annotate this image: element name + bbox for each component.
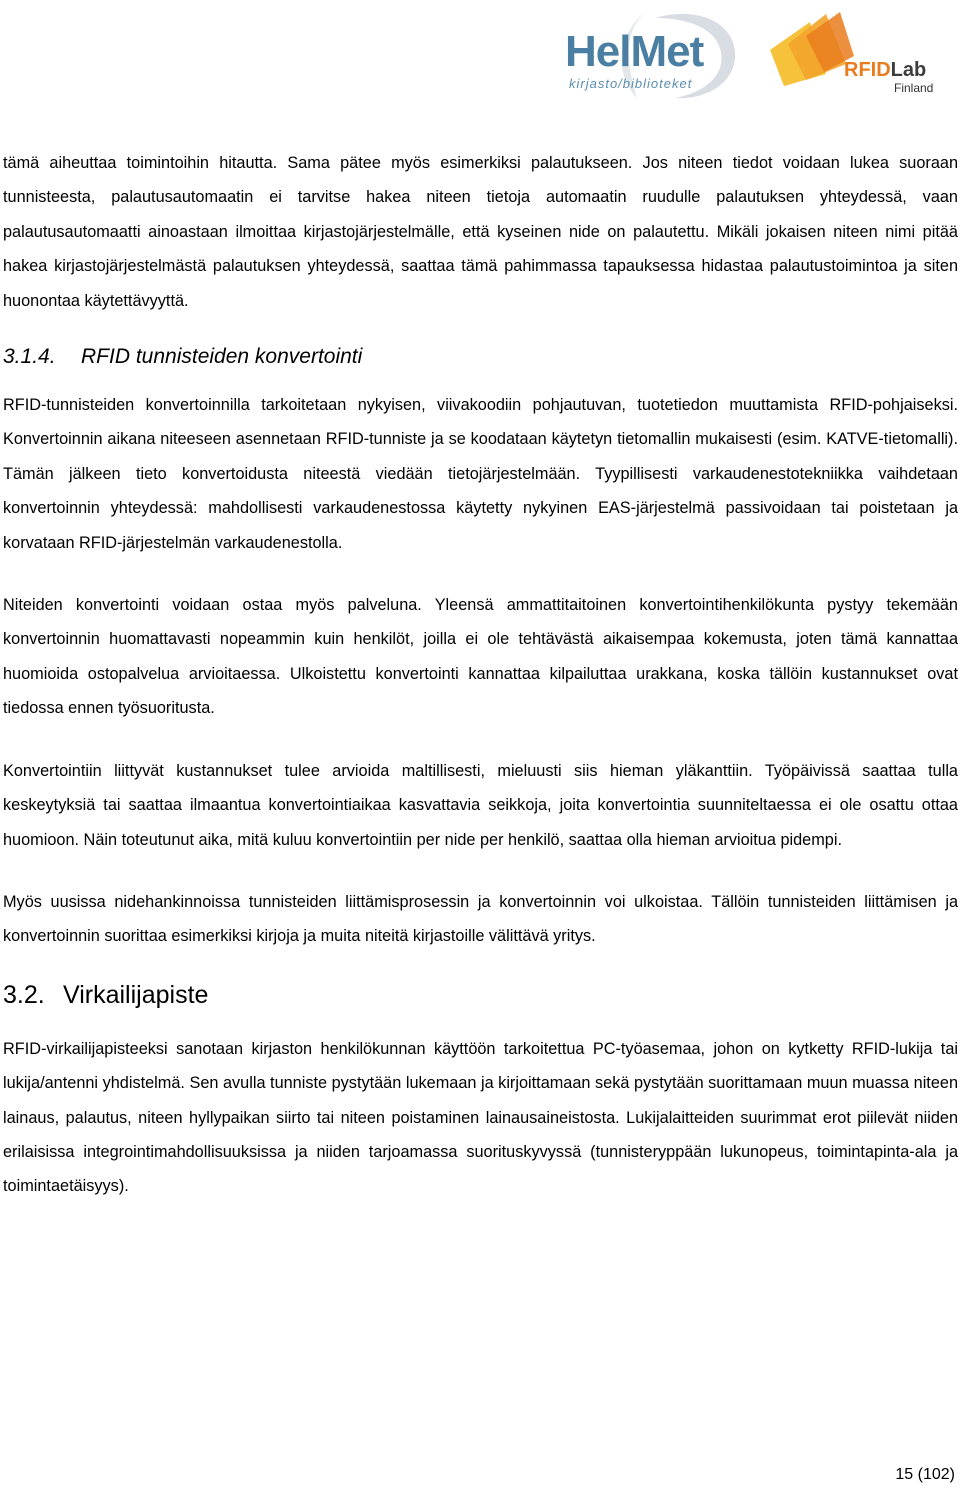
paragraph-conversion-definition: RFID-tunnisteiden konvertoinnilla tarkoitetaan nykyisen, viivakoodiin pohjautuvan, tuotetiedon muuttamista RFID-pohjaiseksi. Konvertoinnin aikana niteeseen asennetaan RFID-tunniste ja se koodataan käytetyn tietomallin mukaisesti (esim. KATVE-tietomalli). Tämän jälkeen tieto konvertoidusta niteestä viedään tietojärjestelmään. Tyypillisesti varkaudenestotekniikka vaihdetaan konvertoinnin yhteydessä: mahdollisesti varkaudenestossa käytetty nykyinen EAS-järjestelmä passivoidaan tai poistetaan ja korvataan RFID-järjestelmän varkaudenestolla. [3,396,958,552]
rfidlab-logo [766,10,946,98]
helmet-logo-subtitle: kirjasto/biblioteket [569,76,693,91]
section-number: 3.2. [3,980,45,1009]
paragraph-conversion-costs: Konvertointiin liittyvät kustannukset tulee arvioida maltillisesti, mieluusti siis hieman yläkanttiin. Työpäivissä saattaa tulla keskeytyksiä tai saattaa ilmaantua konvertointiaikaa kasvattavia seikkoja, joita konvertointia suunniteltaessa ei ole osattu ottaa huomioon. Näin toteutunut aika, mitä kuluu konvertointiin per nide per henkilö, saattaa olla hieman arvioitua pidempi. [3,761,958,849]
paragraph-conversion-service: Niteiden konvertointi voidaan ostaa myös palveluna. Yleensä ammattitaitoinen konvertointihenkilökunta pystyy tekemään konvertoinnin huomattavasti nopeammin kuin henkilöt, joilla ei ole tehtävästä aikaisempaa kokemusta, joten tämä kannattaa huomioida ostopalvelua arvioitaessa. Ulkoistettu konvertointi kannattaa kilpailuttaa urakkana, koska tällöin kustannukset ovat tiedossa ennen työsuoritusta. [3,596,958,718]
paragraph-new-acquisitions: Myös uusissa nidehankinnoissa tunnisteiden liittämisprosessin ja konvertoinnin voi ulkoistaa. Tällöin tunnisteiden liittämisen ja konvertoinnin suorittaa esimerkiksi kirjoja ja muita niteitä kirjastoille välittävä yritys. [3,892,958,946]
section-heading-3-1-4 [3,342,958,372]
rfidlab-mark-graphic [766,10,856,90]
section-title: Virkailijapiste [63,980,209,1009]
rfidlab-name-rfid: RFID [844,59,891,81]
document-body [3,146,958,1204]
page-header [0,0,960,110]
paragraph-staff-station: RFID-virkailijapisteeksi sanotaan kirjaston henkilökunnan käyttöön tarkoitettua PC-työasemaa, johon on kytketty RFID-lukija tai lukija/antenni yhdistelmä. Sen avulla tunniste pystytään lukemaan ja kirjoittamaan sekä pystytään suorittamaan muun muassa niteen lainaus, palautus, niteen hyllypaikan siirto tai niteen poistaminen lainausaineistosta. Lukijalaitteiden suurimmat erot piilevät niiden erilaisissa integrointimahdollisuuksissa ja niiden tarjoamassa suorituskyvyssä (tunnisteryppään lukunopeus, toimintapinta-ala ja toimintaetäisyys). [3,1039,958,1196]
helmet-logo [557,8,737,100]
section-heading-3-2 [3,978,958,1012]
section-number: 3.1.4. [3,345,56,369]
rfidlab-logo-name [844,60,926,80]
section-title: RFID tunnisteiden konvertointi [81,345,363,369]
helmet-logo-name: HelMet [565,27,704,76]
page-number: 15 (102) [895,1466,955,1483]
rfidlab-logo-subtitle: Finland [894,81,934,95]
paragraph-intro: tämä aiheuttaa toimintoihin hitautta. Sama pätee myös esimerkiksi palautukseen. Jos niteen tiedot voidaan lukea suoraan tunnisteesta, palautusautomaatin ei tarvitse hakea niteen tietoja automaatin ruudulle palautuksen yhteydessä, vaan palautusautomaatti ainoastaan ilmoittaa kirjastojärjestelmälle, että kyseinen nide on palautettu. Mikäli jokaisen niteen nimi pitää hakea kirjastojärjestelmästä palautuksen yhteydessä, saattaa tämä pahimmassa tapauksessa hidastaa palautustoimintoa ja siten huonontaa käytettävyyttä. [3,154,958,310]
rfidlab-name-lab: Lab [890,59,927,81]
